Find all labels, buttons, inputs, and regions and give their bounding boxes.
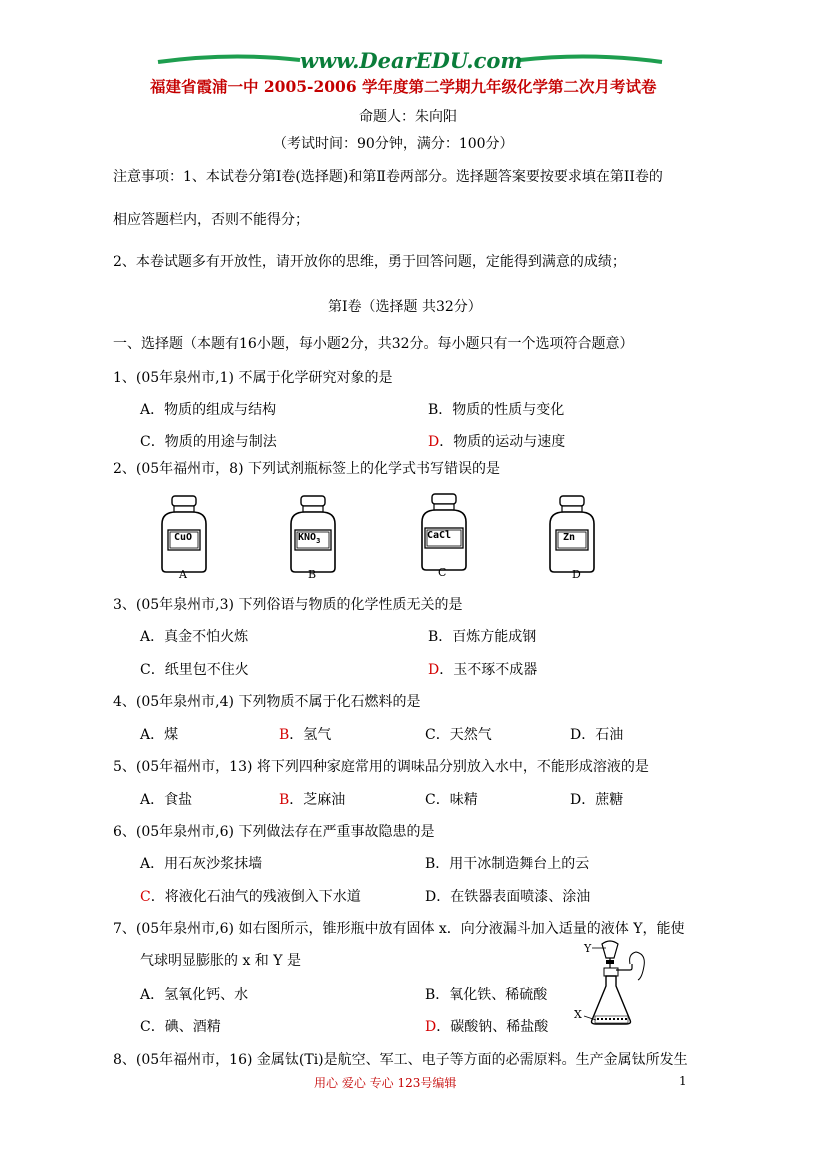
- page-number: 1: [679, 1074, 687, 1088]
- notes-line-3: 2、本卷试题多有开放性，请开放你的思维，勇于回答问题，定能得到满意的成绩；: [113, 254, 626, 270]
- bottle-b-letter: B: [308, 568, 317, 581]
- q4-option-d: D．石油: [570, 727, 624, 743]
- q3-option-a: A．真金不怕火炼: [140, 629, 249, 645]
- q5-option-c: C．味精: [425, 792, 478, 808]
- answer-letter-b: B: [279, 727, 290, 743]
- q4-option-c: C．天然气: [425, 727, 492, 743]
- conical-flask-icon: [584, 976, 631, 1024]
- section-title: 第Ⅰ卷（选择题 共32分）: [328, 299, 482, 315]
- answer-letter-b: B: [279, 792, 290, 808]
- q1-option-d: [428, 431, 565, 451]
- answer-letter-c: C: [140, 889, 151, 905]
- bottle-figure: [150, 490, 620, 585]
- q3-option-d: D．玉不琢不成器: [428, 662, 538, 678]
- q6-option-a: A．用石灰沙浆抹墙: [140, 856, 263, 872]
- bottle-c-label: CaCl: [427, 530, 452, 541]
- answer-letter-d: D: [425, 1019, 437, 1035]
- exam-info: （考试时间：90分钟，满分：100分）: [273, 136, 514, 152]
- q1-option-a: A．物质的组成与结构: [140, 402, 277, 418]
- question-3-stem: 3、(05年泉州市,3) 下列俗语与物质的化学性质无关的是: [113, 597, 463, 613]
- flask-apparatus-figure: [570, 938, 660, 1033]
- q3-option-c: C．纸里包不住火: [140, 662, 249, 678]
- q3-option-b: B．百炼方能成钢: [428, 629, 537, 645]
- label-x: X: [574, 1008, 582, 1021]
- q5-option-a: A．食盐: [140, 792, 193, 808]
- author: 命题人：朱向阳: [359, 109, 457, 125]
- q6-option-c: C．将液化石油气的残液倒入下水道: [140, 889, 361, 905]
- q1-option-c: C．物质的用途与制法: [140, 434, 277, 450]
- question-1-stem: 1、(05年泉州市,1) 不属于化学研究对象的是: [113, 370, 393, 386]
- q7-option-a: A．氢氧化钙、水: [140, 987, 249, 1003]
- site-name[interactable]: www.DearEDU.com: [300, 48, 523, 73]
- notes-line-2: 相应答题栏内，否则不能得分；: [113, 212, 309, 228]
- q6-option-b: B．用干冰制造舞台上的云: [425, 856, 590, 872]
- bottle-d-label: Zn: [563, 532, 576, 543]
- q7-option-c: C．碘、酒精: [140, 1019, 221, 1035]
- question-7-stem-2: 气球明显膨胀的 x 和 Y 是: [140, 953, 301, 969]
- bottle-a-letter: A: [179, 568, 187, 581]
- bottle-c-letter: C: [438, 566, 447, 579]
- q5-option-d: D．蔗糖: [570, 792, 624, 808]
- answer-letter-d: D: [428, 434, 440, 450]
- page-title: 福建省霞浦一中 2005-2006 学年度第二学期九年级化学第二次月考试卷: [150, 77, 657, 96]
- q4-option-a: A．煤: [140, 727, 179, 743]
- question-8-stem: 8、(05年福州市，16) 金属钛(Ti)是航空、军工、电子等方面的必需原料。生产金属钛所发生: [113, 1052, 688, 1068]
- section-intro: 一、选择题（本题有16小题，每小题2分，共32分。每小题只有一个选项符合题意）: [113, 336, 634, 352]
- bottle-a-label: CuO: [174, 532, 193, 543]
- notes-line-1: 注意事项：1、本试卷分第Ⅰ卷(选择题)和第Ⅱ卷两部分。选择题答案要按要求填在第II卷的: [113, 169, 663, 185]
- q4-option-b: B．氢气: [279, 727, 332, 743]
- q5-option-b: B．芝麻油: [279, 792, 346, 808]
- question-4-stem: 4、(05年泉州市,4) 下列物质不属于化石燃料的是: [113, 694, 421, 710]
- q1-option-d-text: ．物质的运动与速度: [439, 434, 566, 450]
- question-2-stem: 2、(05年福州市，8) 下列试剂瓶标签上的化学式书写错误的是: [113, 461, 501, 477]
- question-7-stem: 7、(05年泉州市,6) 如右图所示，锥形瓶中放有固体 x．向分液漏斗加入适量的液体 Y，能使: [113, 921, 685, 937]
- answer-letter-d: D: [428, 662, 440, 678]
- q7-option-b: B．氧化铁、稀硫酸: [425, 987, 548, 1003]
- bottle-b-label: $KNO_3$: [298, 532, 321, 545]
- label-y: Y: [584, 942, 592, 955]
- q7-option-d: D．碳酸钠、稀盐酸: [425, 1019, 549, 1035]
- question-5-stem: 5、(05年福州市，13) 将下列四种家庭常用的调味品分别放入水中，不能形成溶液的是: [113, 759, 649, 775]
- bottle-d-letter: D: [572, 568, 581, 581]
- q1-option-b: B．物质的性质与变化: [428, 402, 565, 418]
- question-6-stem: 6、(05年泉州市,6) 下列做法存在严重事故隐患的是: [113, 824, 435, 840]
- q6-option-d: D．在铁器表面喷漆、涂油: [425, 889, 591, 905]
- footer-text: 用心 爱心 专心 123号编辑: [314, 1076, 457, 1090]
